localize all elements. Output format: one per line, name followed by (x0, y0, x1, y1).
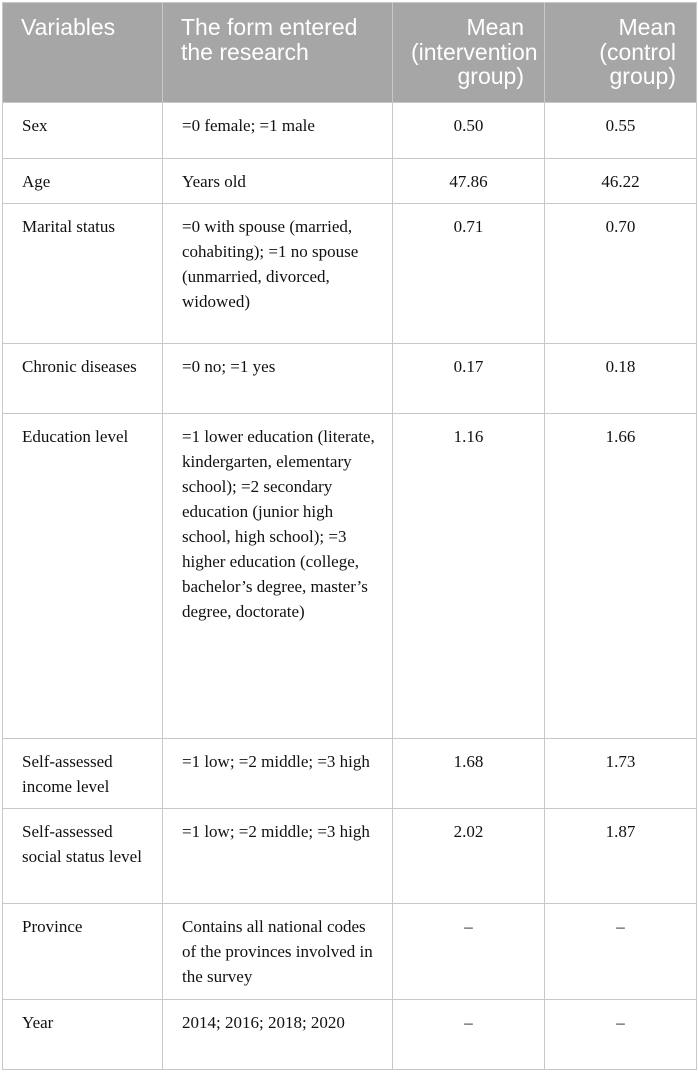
table-row (3, 904, 697, 1000)
variables-table (2, 2, 697, 1070)
header-form: The form entered the research (163, 3, 393, 103)
cell-intervention: 0.17 (393, 344, 545, 414)
cell-form: =0 with spouse (married, cohabiting); =1 no spouse (unmarried, divorced, widowed) (163, 204, 393, 344)
cell-form: Years old (163, 159, 393, 204)
cell-form: =1 low; =2 middle; =3 high (163, 739, 393, 809)
cell-form: =1 lower education (literate, kindergarten, elementary school); =2 secondary education (junior high school, high school); =3 higher education (college, bachelor’s degree, master’s degree, doctorate) (163, 414, 393, 739)
cell-form: =1 low; =2 middle; =3 high (163, 809, 393, 904)
cell-control: 0.18 (545, 344, 697, 414)
cell-form: 2014; 2016; 2018; 2020 (163, 1000, 393, 1070)
cell-intervention: 0.50 (393, 103, 545, 159)
cell-variable: Chronic diseases (3, 344, 163, 414)
table-row (3, 204, 697, 344)
cell-control: 0.70 (545, 204, 697, 344)
cell-form: Contains all national codes of the provinces involved in the survey (163, 904, 393, 1000)
cell-variable: Age (3, 159, 163, 204)
cell-intervention: 1.68 (393, 739, 545, 809)
cell-intervention: 47.86 (393, 159, 545, 204)
header-mean-intervention: Mean (intervention group) (393, 3, 545, 103)
cell-variable: Province (3, 904, 163, 1000)
table-row (3, 739, 697, 809)
cell-control: 46.22 (545, 159, 697, 204)
table-row (3, 103, 697, 159)
cell-intervention: – (393, 1000, 545, 1070)
table-row (3, 344, 697, 414)
cell-form: =0 no; =1 yes (163, 344, 393, 414)
table-row (3, 809, 697, 904)
cell-control: 1.87 (545, 809, 697, 904)
cell-intervention: 0.71 (393, 204, 545, 344)
table-row (3, 159, 697, 204)
cell-control: 1.66 (545, 414, 697, 739)
cell-form: =0 female; =1 male (163, 103, 393, 159)
cell-intervention: – (393, 904, 545, 1000)
cell-variable: Sex (3, 103, 163, 159)
cell-variable: Self-assessed social status level (3, 809, 163, 904)
cell-control: – (545, 1000, 697, 1070)
table-row (3, 414, 697, 739)
cell-variable: Marital status (3, 204, 163, 344)
cell-variable: Education level (3, 414, 163, 739)
cell-variable: Self-assessed income level (3, 739, 163, 809)
cell-control: – (545, 904, 697, 1000)
header-variables: Variables (3, 3, 163, 103)
table-row (3, 1000, 697, 1070)
cell-intervention: 2.02 (393, 809, 545, 904)
cell-control: 1.73 (545, 739, 697, 809)
header-row (3, 3, 697, 103)
cell-control: 0.55 (545, 103, 697, 159)
cell-intervention: 1.16 (393, 414, 545, 739)
header-mean-control: Mean (control group) (545, 3, 697, 103)
cell-variable: Year (3, 1000, 163, 1070)
